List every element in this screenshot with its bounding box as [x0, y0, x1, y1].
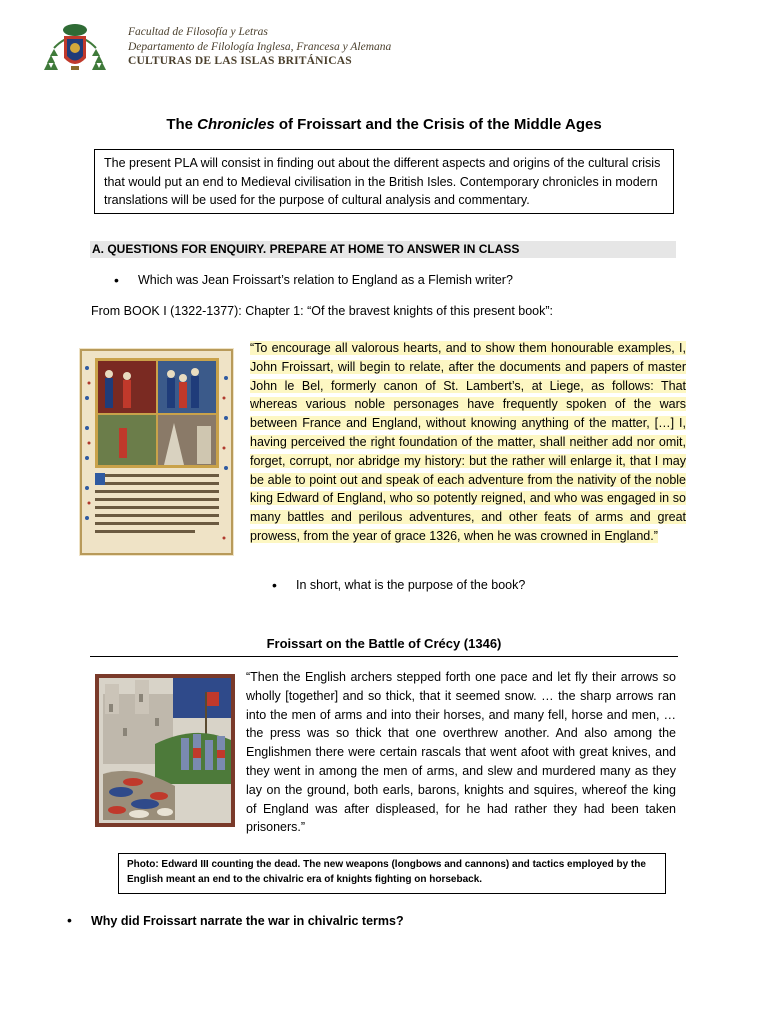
- question-2: In short, what is the purpose of the book?: [296, 578, 526, 592]
- battle-illumination-image: [95, 674, 235, 827]
- book-reference: From BOOK I (1322-1377): Chapter 1: “Of the bravest knights of this present book”:: [91, 304, 554, 318]
- section-a-heading: A. QUESTIONS FOR ENQUIRY. PREPARE AT HOME TO ANSWER IN CLASS: [90, 241, 676, 258]
- university-crest-icon: [40, 22, 110, 74]
- photo-caption-box: Photo: Edward III counting the dead. The new weapons (longbows and cannons) and tactics employed by the English meant an end to the chivalric era of knights fighting on horseback.: [118, 853, 666, 894]
- bullet-icon: •: [114, 272, 119, 288]
- bullet-icon: •: [67, 912, 72, 928]
- document-title: The Chronicles of Froissart and the Crisis of the Middle Ages: [166, 116, 602, 133]
- intro-box: The present PLA will consist in finding out about the different aspects and origins of the cultural crisis that would put an end to Medieval civilisation in the British Isles. Contemporary chronicles in modern translations will be used for the purpose of cultural analysis and commentary.: [94, 149, 674, 214]
- crecy-quote: “Then the English archers stepped forth one pace and let fly their arrows so wholly [together] and so thick, that it seemed snow. … the sharp arrows ran into the men of arms and into their horses, and many fell, horse and men, … the press was so thick that one overthrew another. And also among the Englishmen there were certain rascals that went afoot with great knives, and they went in among the men of arms, and slew and murdered many as they lay on the ground, both earls, barons, knights and squires, whereof the king of England was after displeased, for he had rather they had been taken prisoners.”: [246, 670, 676, 835]
- crecy-heading: Froissart on the Battle of Crécy (1346): [266, 636, 502, 651]
- froissart-prologue-quote: “To encourage all valorous hearts, and to show them honourable examples, I, John Froissart, will begin to relate, after the documents and papers of master John le Bel, formerly canon of St. Lambert’s, at Liege, as follows: That whereas various noble personages have frequently spoken of the wars between France and England, without knowing anything of the matter, […] I, having perceived the right foundation of the matter, shall neither add nor omit, forget, corrupt, nor abridge my history: but the rather will enlarge it, that I may be able to point out and speak of each adventure from the nativity of the noble king Edward of England, who so potently reigned, and who was engaged in so many battles and perilous adventures, and other feats of arms and great prowess, from the year of grace 1326, when he was crowned in England.”: [250, 341, 686, 543]
- department-name: Departamento de Filología Inglesa, Francesa y Alemana: [128, 41, 392, 53]
- bullet-icon: •: [272, 577, 277, 593]
- manuscript-illumination-image: [79, 348, 234, 556]
- course-name: CULTURAS DE LAS ISLAS BRITÁNICAS: [128, 55, 352, 67]
- question-1: Which was Jean Froissart’s relation to England as a Flemish writer?: [138, 273, 513, 287]
- faculty-name: Facultad de Filosofía y Letras: [128, 26, 268, 38]
- divider: [90, 656, 678, 657]
- question-3: Why did Froissart narrate the war in chivalric terms?: [91, 914, 404, 928]
- title-italic: Chronicles: [197, 116, 275, 133]
